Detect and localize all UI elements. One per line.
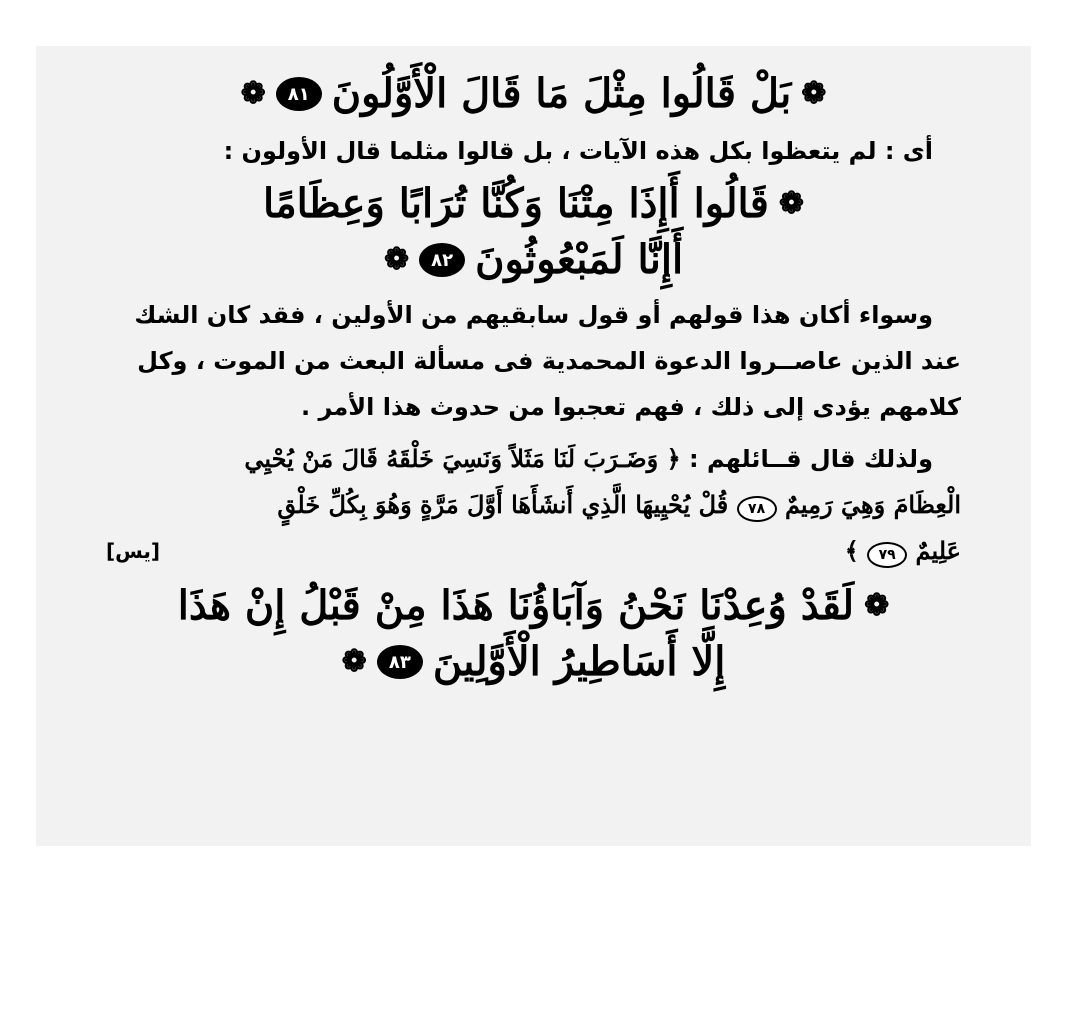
verse-78-number-badge: ٧٨ [737,496,777,522]
quote-intro: ولذلك قال قــائلهم : [689,445,933,473]
verse-82-text-line-1: قَالُوا أَإِذَا مِتْنَا وَكُنَّا تُرَابًا وَعِظَامًا [263,180,769,227]
verse-end-ornament-icon: ❁ [240,76,266,111]
book-page [36,46,1031,846]
verse-82-number-badge: ٨٢ [419,243,465,277]
verse-82-text-line-2: أَإِنَّا لَمَبْعُوثُونَ [475,236,684,283]
verse-82-line-1 [106,176,961,232]
verse-81-text: بَلْ قَالُوا مِثْلَ مَا قَالَ الْأَوَّلُونَ [331,70,792,117]
quote-open-bracket: ﴿ [666,444,681,473]
verse-83-text-line-1: لَقَدْ وُعِدْنَا نَحْنُ وَآبَاؤُنَا هَذَا مِنْ قَبْلُ إِنْ هَذَا [177,582,855,629]
paragraph-line [106,436,961,482]
quoted-verse-line-2a: الْعِظَامَ وَهِيَ رَمِيمٌ [784,490,961,519]
verse-83-text-line-2: إِلَّا أَسَاطِيرُ الْأَوَّلِينَ [432,638,726,685]
explanation-paragraph-2 [106,292,961,430]
verse-83-line-1 [106,578,961,634]
quote-close-bracket: ﴾ [844,536,859,565]
verse-79-number-badge: ٧٩ [867,542,907,568]
verse-end-ornament-icon: ❁ [383,242,410,277]
explanation-line: أى : لم يتعظوا بكل هذه الآيات ، بل قالوا مثلما قال الأولون : [223,137,933,165]
quoted-verse-line-3: عَلِيمٌ [915,536,961,565]
verse-end-ornament-icon: ❁ [341,644,367,679]
verse-start-ornament-icon: ❁ [778,186,804,221]
paragraph-line [106,482,961,528]
verse-83-number-badge: ٨٣ [377,645,423,679]
paragraph-line: وسواء أكان هذا قولهم أو قول سابقيهم من الأولين ، فقد كان الشك [134,301,933,329]
explanation-paragraph-1 [106,128,961,174]
paragraph-line: كلامهم يؤدى إلى ذلك ، فهم تعجبوا من حدوث هذا الأمر . [301,393,961,421]
verse-83-line-2 [106,634,961,690]
quoted-verse-line-2b: قُلْ يُحْيِيهَا الَّذِي أَنشَأَهَا أَوَّلَ مَرَّةٍ وَهُوَ بِكُلِّ خَلْقٍ [277,490,729,519]
verse-82-line-2 [106,232,961,288]
explanation-paragraph-3 [106,436,961,574]
verse-start-ornament-icon: ❁ [864,588,890,623]
verse-81-number-badge: ٨١ [276,77,322,111]
paragraph-line: عند الذين عاصــروا الدعوة المحمدية فى مسألة البعث من الموت ، وكل [137,347,961,375]
verse-start-ornament-icon: ❁ [801,76,827,111]
surah-reference: [يس] [106,539,161,563]
verse-81 [106,66,961,122]
quoted-verse-line-1: وَضَـرَبَ لَنَا مَثَلاً وَنَسِيَ خَلْقَهُ قَالَ مَنْ يُحْيِي [244,444,659,473]
paragraph-line [106,528,961,574]
